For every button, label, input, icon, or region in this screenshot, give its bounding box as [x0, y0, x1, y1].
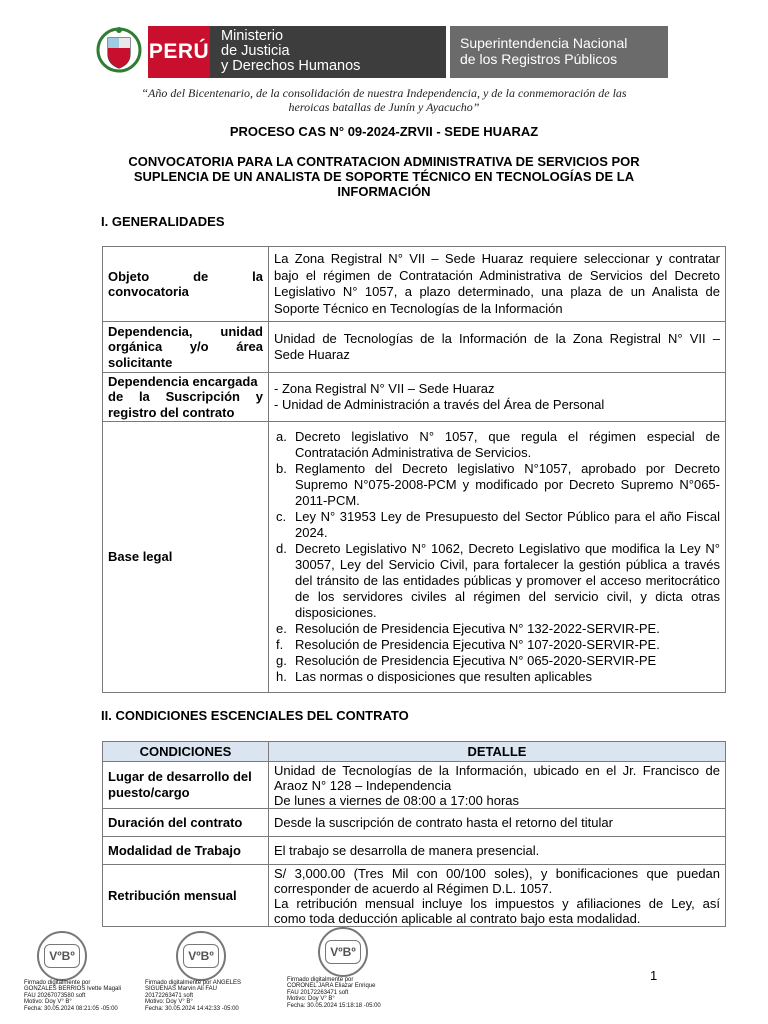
- condiciones-table: [102, 741, 726, 927]
- list-marker: c.: [276, 509, 287, 524]
- peru-brand-block: [148, 26, 210, 78]
- signature-line: FAU 20172263471 soft: [287, 989, 349, 996]
- agency-block: [450, 26, 668, 78]
- row-value-objeto: [269, 247, 726, 322]
- list-item: [276, 461, 720, 509]
- digital-signature-3: [287, 977, 417, 1009]
- label-line: registro del contrato: [108, 404, 235, 420]
- row-value-dependencia: [269, 322, 726, 373]
- country-name: PERÚ: [148, 40, 210, 63]
- list-item: [276, 637, 720, 653]
- text-line: De lunes a viernes de 08:00 a 17:00 horas: [274, 792, 520, 808]
- vobo-stamp-icon: [37, 931, 87, 981]
- list-item: [276, 541, 720, 621]
- list-marker: f.: [276, 637, 284, 652]
- ministry-line: Ministerio: [221, 28, 284, 44]
- generalidades-table: [102, 246, 726, 693]
- list-marker: g.: [276, 653, 287, 668]
- table-row: [103, 837, 726, 865]
- section-title-generalidades: I. GENERALIDADES: [101, 214, 225, 229]
- signature-line: Motivo: Doy V° B°: [24, 999, 72, 1006]
- signature-line: Firmado digitalmente por: [287, 977, 354, 983]
- list-text: Ley N° 31953 Ley de Presupuesto del Sector Público para el año Fiscal 2024.: [295, 509, 720, 540]
- stamp-mark: VºBº: [325, 940, 361, 964]
- list-marker: a.: [276, 429, 287, 444]
- row-value-retribucion: [269, 865, 726, 927]
- list-item: [276, 669, 720, 685]
- list-text: Resolución de Presidencia Ejecutiva N° 132-2022-SERVIR-PE.: [295, 621, 660, 636]
- list-marker: b.: [276, 461, 287, 476]
- motto-line: heroicas batallas de Junín y Ayacucho”: [288, 100, 480, 114]
- row-value-modalidad: El trabajo se desarrolla de manera presencial.: [269, 837, 726, 865]
- list-text: Resolución de Presidencia Ejecutiva N° 065-2020-SERVIR-PE: [295, 653, 657, 668]
- legal-list: [276, 429, 720, 685]
- column-header-detalle: DETALLE: [269, 742, 726, 762]
- peru-coat-of-arms-icon: [96, 22, 142, 78]
- table-row: [103, 247, 726, 322]
- process-title: PROCESO CAS N° 09-2024-ZRVII - SEDE HUARAZ: [229, 124, 539, 139]
- table-row: [103, 809, 726, 837]
- text-line: - Zona Registral N° VII – Sede Huaraz: [274, 380, 495, 396]
- text-line: La Zona Registral N° VII – Sede Huaraz requiere seleccionar y contratar: [274, 251, 720, 266]
- text-line: Unidad de Tecnologías de la Información de la Zona Registral N° VII –: [274, 330, 720, 346]
- row-label-base-legal: Base legal: [103, 422, 269, 693]
- table-row: [103, 373, 726, 422]
- vobo-stamp-icon: [318, 927, 368, 977]
- signature-line: Fecha: 30.05.2024 15:18:18 -05:00: [287, 1002, 381, 1009]
- signature-line: Fecha: 30.05.2024 08:21:05 -05:00: [24, 1005, 118, 1012]
- list-text: Decreto legislativo N° 1057, que regula el régimen especial de Contratación Administrativa de Servicios.: [295, 429, 720, 460]
- agency-line: de los Registros Públicos: [460, 51, 618, 67]
- stamp-mark: VºBº: [183, 944, 219, 968]
- signature-line: GONZALES BERRIOS Ivette Magali: [24, 986, 122, 993]
- label-line: orgánica y/o área: [108, 339, 263, 355]
- row-value-encargada: [269, 373, 726, 422]
- row-label-lugar: [103, 762, 269, 809]
- row-label-dependencia: [103, 322, 269, 373]
- label-line: Lugar de desarrollo del: [108, 769, 252, 784]
- signature-line: SIGUENAS Marvin Ali FAU: [145, 986, 218, 993]
- convocatoria-title: [104, 154, 664, 199]
- list-item: [276, 653, 720, 669]
- list-item: [276, 621, 720, 637]
- convocatoria-line: INFORMACIÓN: [337, 184, 431, 199]
- list-item: [276, 429, 720, 461]
- table-row: [103, 422, 726, 693]
- list-marker: d.: [276, 541, 287, 556]
- digital-signature-1: [24, 980, 154, 1012]
- digital-signature-2: [145, 980, 275, 1012]
- row-label-retribucion: Retribución mensual: [103, 865, 269, 927]
- convocatoria-line: CONVOCATORIA PARA LA CONTRATACION ADMINISTRATIVA DE SERVICIOS POR: [128, 154, 640, 169]
- list-text: Reglamento del Decreto legislativo N°1057, aprobado por Decreto Supremo N°075-2008-PCM y modificado por Decreto Supremo N°065-2011-PCM.: [295, 461, 720, 508]
- signature-line: FAU 20267073580 soft: [24, 992, 86, 999]
- text-line: Legislativo N° 1057, a plazo determinado, una plaza de un Analista de: [274, 284, 720, 299]
- signature-line: Firmado digitalmente por ANGELES: [145, 980, 242, 986]
- list-text: Las normas o disposiciones que resulten aplicables: [295, 669, 593, 684]
- signature-line: Firmado digitalmente por: [24, 980, 91, 986]
- stamp-mark: VºBº: [44, 944, 80, 968]
- label-line: Objeto de la: [108, 268, 263, 284]
- table-row: [103, 865, 726, 927]
- list-marker: e.: [276, 621, 287, 636]
- table-header-row: [103, 742, 726, 762]
- text-line: S/ 3,000.00 (Tres Mil con 00/100 soles), y bonificaciones que puedan: [274, 865, 720, 881]
- text-line: La retribución mensual incluye los impuestos y afiliaciones de Ley, así: [274, 895, 720, 911]
- vobo-stamp-icon: [176, 931, 226, 981]
- text-line: como toda deducción aplicable al contrato bajo esta modalidad.: [274, 910, 641, 926]
- section-title-condiciones: II. CONDICIONES ESCENCIALES DEL CONTRATO: [101, 708, 409, 723]
- row-label-encargada: [103, 373, 269, 422]
- signature-line: Fecha: 30.05.2024 14:42:33 -05:00: [145, 1005, 239, 1012]
- page-number: 1: [650, 968, 658, 983]
- row-label-duracion: Duración del contrato: [103, 809, 269, 837]
- label-line: convocatoria: [108, 284, 189, 299]
- column-header-condiciones: CONDICIONES: [103, 742, 269, 762]
- label-line: puesto/cargo: [108, 785, 190, 800]
- row-label-objeto: [103, 247, 269, 322]
- signature-line: Motivo: Doy V° B°: [287, 996, 335, 1003]
- convocatoria-line: SUPLENCIA DE UN ANALISTA DE SOPORTE TÉCNICO EN TECNOLOGÍAS DE LA: [133, 169, 635, 184]
- text-line: Sede Huaraz: [274, 347, 350, 362]
- signature-line: 20172263471 soft: [145, 992, 194, 999]
- signature-line: CORONEL JARA Eliazar Enrique: [287, 983, 376, 990]
- agency-line: Superintendencia Nacional: [460, 35, 628, 51]
- list-text: Resolución de Presidencia Ejecutiva N° 107-2020-SERVIR-PE.: [295, 637, 660, 652]
- table-row: [103, 322, 726, 373]
- row-value-base-legal: [269, 422, 726, 693]
- text-line: - Unidad de Administración a través del Área de Personal: [274, 397, 605, 412]
- ministry-line: de Justicia: [221, 43, 290, 59]
- list-item: [276, 509, 720, 541]
- text-line: corresponder de acuerdo al Régimen D.L. 1057.: [274, 880, 553, 896]
- text-line: bajo el régimen de Contratación Administrativa de Servicios del Decreto: [274, 267, 720, 283]
- signature-line: Motivo: Doy V° B°: [145, 999, 193, 1006]
- text-line: Unidad de Tecnologías de la Información, ubicado en el Jr. Francisco de: [274, 762, 720, 778]
- row-label-modalidad: Modalidad de Trabajo: [103, 837, 269, 865]
- list-text: Decreto Legislativo N° 1062, Decreto Legislativo que modifica la Ley N° 30057, Ley del Servicio Civil, para fortalecer la gestión pública a través del tránsito de las entidades públicas y promover el acceso meritocrático de los servidores civiles al régimen del servicio civil, y dicta otras disposiciones.: [295, 541, 720, 620]
- label-line: Dependencia, unidad: [108, 323, 263, 339]
- label-line: Dependencia encargada: [108, 373, 258, 389]
- text-line: Araoz N° 128 – Independencia: [274, 777, 452, 793]
- table-row: [103, 762, 726, 809]
- year-motto: [110, 86, 658, 114]
- row-value-lugar: [269, 762, 726, 809]
- ministry-block: [210, 26, 446, 78]
- text-line: Soporte Técnico en Tecnologías de la Información: [274, 300, 563, 316]
- row-value-duracion: Desde la suscripción de contrato hasta el retorno del titular: [269, 809, 726, 837]
- list-marker: h.: [276, 669, 287, 684]
- motto-line: “Año del Bicentenario, de la consolidación de nuestra Independencia, y de la conmemoración de las: [141, 86, 627, 100]
- label-line: solicitante: [108, 354, 173, 370]
- label-line: de la Suscripción y: [108, 389, 263, 405]
- ministry-line: y Derechos Humanos: [221, 58, 361, 74]
